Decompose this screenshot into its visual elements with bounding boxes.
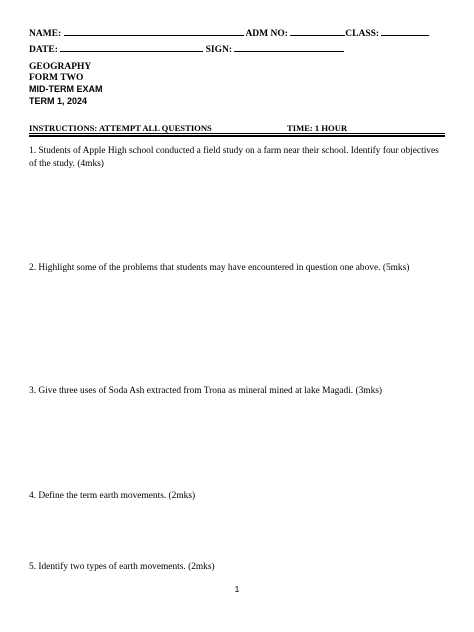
exam-title: MID-TERM EXAM (29, 84, 103, 94)
divider-thick (29, 135, 445, 137)
divider-thin (29, 133, 445, 134)
question-4: 4. Define the term earth movements. (2mks) (29, 491, 196, 501)
adm-field[interactable] (290, 27, 345, 36)
question-5: 5. Identify two types of earth movements. (2mks) (29, 562, 215, 572)
name-label: NAME: (29, 29, 62, 39)
class-field[interactable] (381, 27, 429, 36)
sign-field[interactable] (234, 43, 344, 52)
instructions-text: INSTRUCTIONS: ATTEMPT ALL QUESTIONS (29, 123, 212, 133)
sign-label: SIGN: (205, 45, 233, 55)
adm-label: ADM NO: (245, 29, 288, 39)
date-sign-row (29, 43, 344, 56)
class-label: CLASS: (345, 29, 380, 39)
question-3: 3. Give three uses of Soda Ash extracted from Trona as mineral mined at lake Magadi. (3mks) (29, 386, 383, 396)
question-2: 2. Highlight some of the problems that students may have encountered in question one above. (5mks) (29, 263, 410, 273)
term-title: TERM 1, 2024 (29, 96, 88, 106)
subject-title: GEOGRAPHY (29, 62, 92, 72)
form-title: FORM TWO (29, 73, 84, 83)
page-number: 1 (234, 584, 240, 594)
question-1: 1. Students of Apple High school conducted a field study on a farm near their school. Identify four objectives of the study. (4mks) (29, 146, 439, 169)
date-field[interactable] (60, 43, 203, 52)
date-label: DATE: (29, 45, 58, 55)
time-text: TIME: 1 HOUR (287, 123, 348, 133)
student-info-row (29, 27, 429, 40)
name-field[interactable] (64, 27, 244, 36)
